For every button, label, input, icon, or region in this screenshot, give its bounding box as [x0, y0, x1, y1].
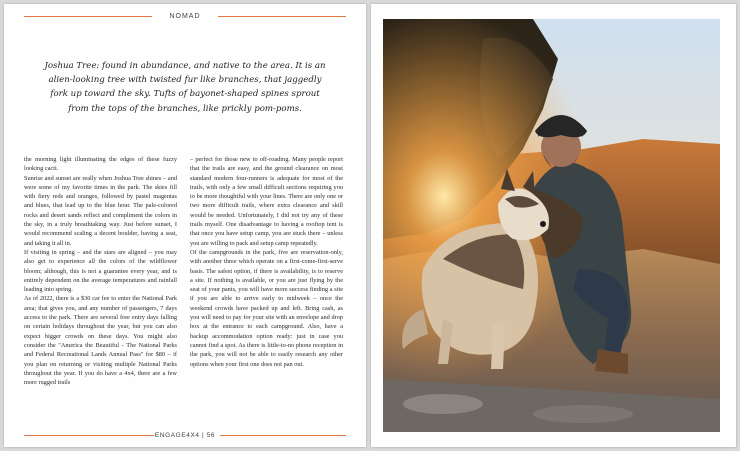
photo-man-with-husky-at-sunset	[383, 19, 720, 432]
footer-rule-right	[220, 435, 346, 436]
paragraph: Of the campgrounds in the park, five are reservation-only, with another three which operate on a first-come-first-serve basis. The safest option, if there is availability, is to reserve a site. If nothing is available, or you are just flying by the seat of your pants, you will have more success finding a site if you are able to arrive early to midweek – once the weekend crowds have packed up and left. Bring cash, as you will need to pay for your site with an envelope and drop box at the entrance to each campground. Also, have a backup accommodation option ready: just in case you cannot find a spot. As there is little-to-no phone reception in the park, you will not be able to easily research any other options when your first one does not pan out.	[190, 248, 343, 368]
paragraph: If visiting in spring – and the stars are aligned – you may also get to experience all the colors of the wildflower bloom; although, this is not a guarantee every year, and is entirely dependent on the average temperatures and rainfall leading into spring.	[24, 248, 177, 294]
paragraph: – perfect for those new to off-roading. Many people report that the trails are easy, and the ground clearance on most standard modern four-runners is adequate for most of the trails, with only a few small difficult sections requiring you to be more thoughtful with your lines. There are only one or two more difficult trails, where extra clearance and skill would be needed. Unfortunately, I did not try any of these trails myself. One disadvantage to having a rooftop tent is that once you have setup camp, you are stuck there – unless you are willing to pack and setup camp repeatedly.	[190, 156, 343, 247]
header-rule-right	[218, 16, 346, 17]
right-page	[371, 4, 736, 447]
text-column-right	[190, 155, 343, 369]
text-column-left	[24, 155, 177, 387]
paragraph: the morning light illuminating the edges of these fuzzy looking cacti.	[24, 156, 177, 173]
paragraph: As of 2022, there is a $30 car fee to enter the National Park area; that gives you, and any number of passengers, 7 days access to the park. There are several free entry days falling on certain holidays throughout the year, but you can also expect bigger crowds on these days. You might also consider the "America the Beautiful - The National Parks and Federal Recreational Lands Annual Pass" for $80 – if you plan on returning or visiting multiple National Parks throughout the year. If you do have a 4x4, there are a few more rugged trails	[24, 295, 177, 387]
left-page	[4, 4, 366, 447]
page-footer: ENGAGE4X4 | 56	[154, 432, 216, 439]
section-header: NOMAD	[169, 13, 201, 20]
paragraph: Sunrise and sunset are really when Joshua Tree shines – and were some of my favorite times in the park. The skies fill with fiery reds and oranges, followed by pastel magentas and blues, that lead up to the blue hour. The pale-colored rocks and desert sands reflect and compliment the colors in the sky, in a truly breathtaking way. Just before sunset, I would recommend scaling a decent boulder, having a seat, and taking it all in.	[24, 174, 177, 247]
pull-quote: Joshua Tree: found in abundance, and native to the area. It is an alien-looking tree with twisted fur like branches, that jaggedly fork up toward the sky. Tufts of bayonet-shaped spines sprout from the tops of the branches, like prickly pom-poms.	[44, 61, 326, 114]
